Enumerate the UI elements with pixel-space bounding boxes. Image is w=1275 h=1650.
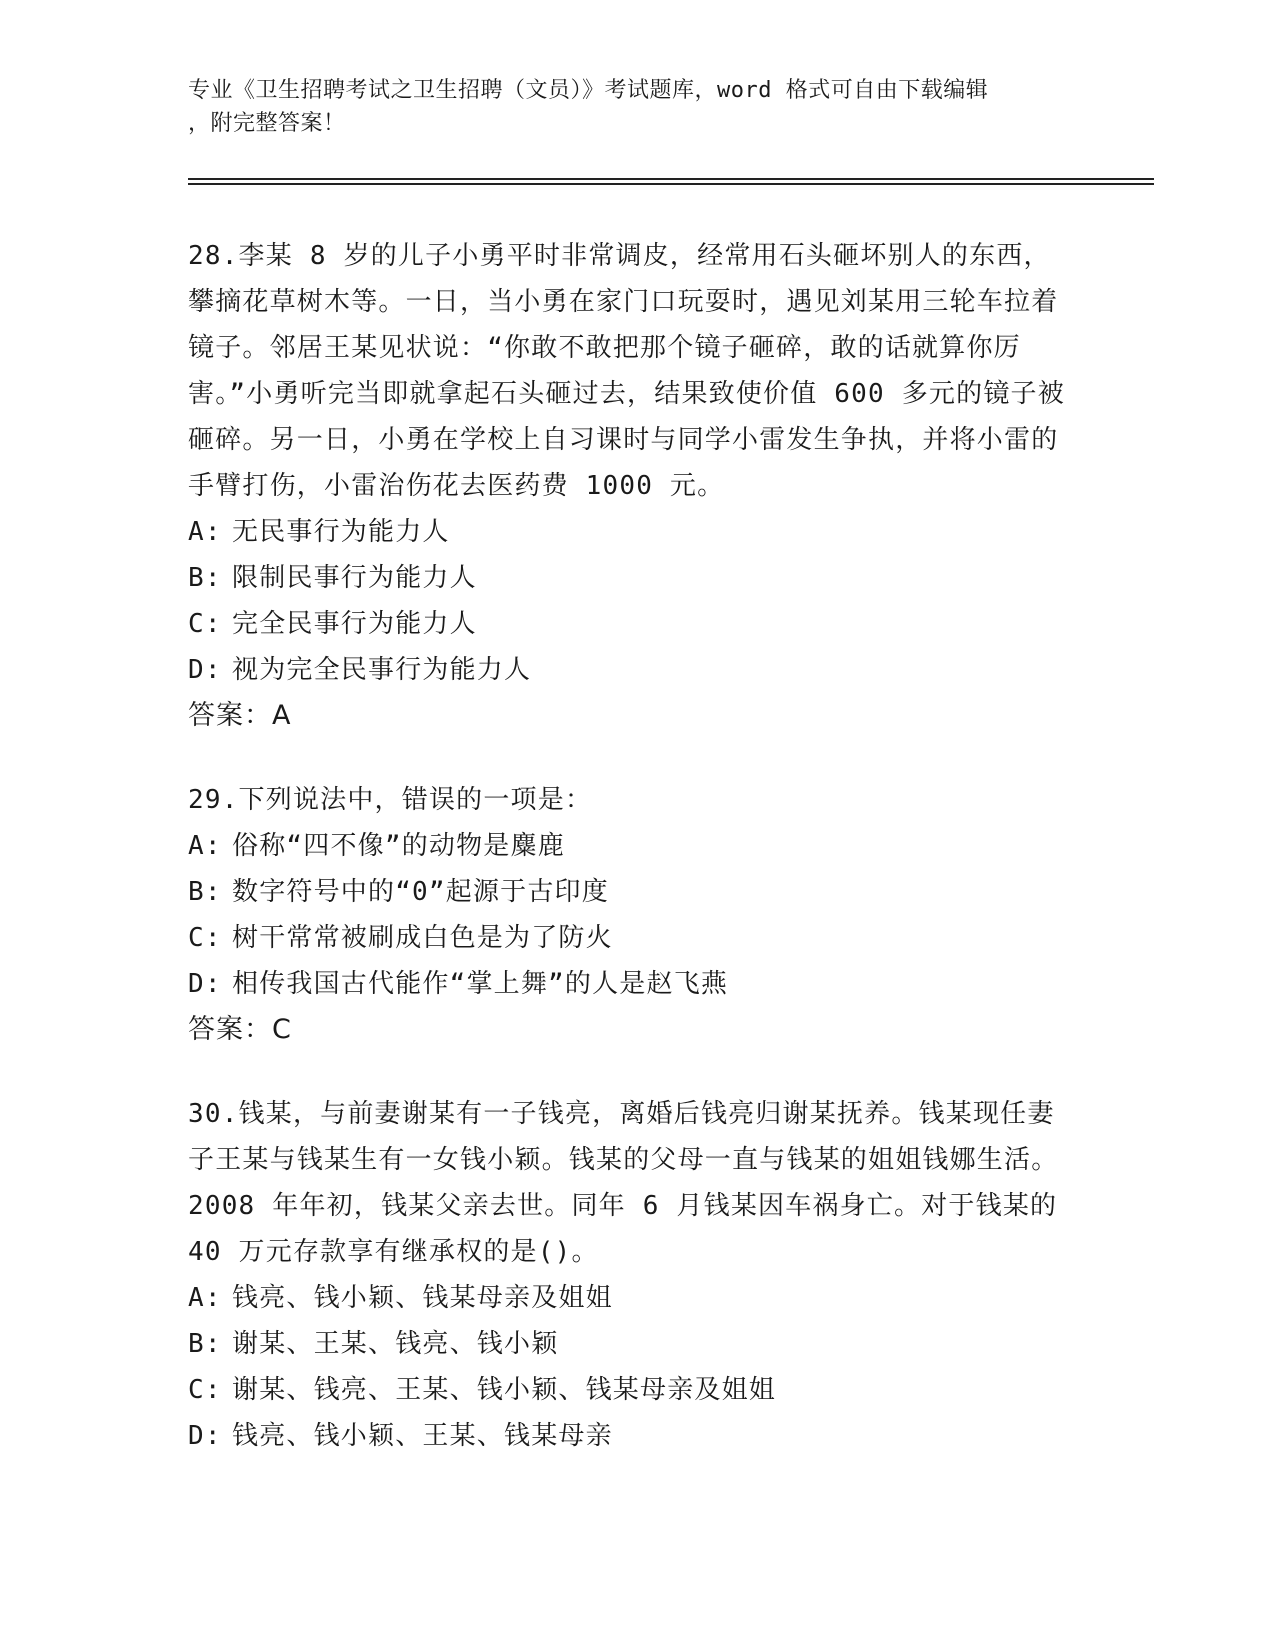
option-text: 视为完全民事行为能力人 <box>232 655 532 685</box>
header-rule-top <box>188 178 1154 180</box>
option-text: 俗称“四不像”的动物是麋鹿 <box>232 831 565 861</box>
option-a <box>188 1275 1068 1321</box>
question-list <box>188 233 1148 1459</box>
option-letter: C: <box>188 923 222 953</box>
option-letter: A: <box>188 517 222 547</box>
header-line-2: ，附完整答案！ <box>188 111 346 136</box>
option-text: 完全民事行为能力人 <box>232 609 477 639</box>
option-letter: A: <box>188 831 222 861</box>
question-29 <box>188 777 1148 1053</box>
option-text: 无民事行为能力人 <box>232 517 450 547</box>
option-letter: D: <box>188 1421 222 1451</box>
option-letter: A: <box>188 1283 222 1313</box>
option-letter: B: <box>188 877 222 907</box>
option-c <box>188 915 1068 961</box>
option-b <box>188 555 1068 601</box>
question-stem: 30.钱某，与前妻谢某有一子钱亮，离婚后钱亮归谢某抚养。钱某现任妻子王某与钱某生有一女钱小颖。钱某的父母一直与钱某的姐姐钱娜生活。2008 年年初，钱某父亲去世。同年 6 月钱某因车祸身亡。对于钱某的 40 万元存款享有继承权的是()。 <box>188 1099 1059 1267</box>
option-b <box>188 869 1068 915</box>
question-28 <box>188 233 1148 739</box>
option-c <box>188 601 1068 647</box>
question-stem: 29.下列说法中，错误的一项是： <box>188 785 593 815</box>
option-d <box>188 961 1068 1007</box>
option-text: 数字符号中的“0”起源于古印度 <box>232 877 609 907</box>
header-double-rule <box>188 178 1154 185</box>
header-line-1: 专业《卫生招聘考试之卫生招聘（文员）》考试题库，word 格式可自由下载编辑 <box>188 78 989 103</box>
option-letter: D: <box>188 655 222 685</box>
option-d <box>188 647 1068 693</box>
document-page <box>188 0 1148 1497</box>
option-text: 钱亮、钱小颖、王某、钱某母亲 <box>232 1421 613 1451</box>
option-letter: C: <box>188 1375 222 1405</box>
option-text: 限制民事行为能力人 <box>232 563 477 593</box>
option-letter: B: <box>188 1329 222 1359</box>
option-letter: C: <box>188 609 222 639</box>
question-stem: 28.李某 8 岁的儿子小勇平时非常调皮，经常用石头砸坏别人的东西，攀摘花草树木等。一日，当小勇在家门口玩耍时，遇见刘某用三轮车拉着镜子。邻居王某见状说：“你敢不敢把那个镜子砸碎，敢的话就算你厉害。”小勇听完当即就拿起石头砸过去，结果致使价值 600 多元的镜子被砸碎。另一日，小勇在学校上自习课时与同学小雷发生争执，并将小雷的手臂打伤，小雷治伤花去医药费 1000 元。 <box>188 241 1065 501</box>
option-text: 谢某、钱亮、王某、钱小颖、钱某母亲及姐姐 <box>232 1375 777 1405</box>
option-letter: B: <box>188 563 222 593</box>
answer-line: 答案：A <box>188 700 292 731</box>
option-d <box>188 1413 1068 1459</box>
answer-line: 答案：C <box>188 1014 292 1045</box>
option-text: 相传我国古代能作“掌上舞”的人是赵飞燕 <box>232 969 729 999</box>
option-text: 钱亮、钱小颖、钱某母亲及姐姐 <box>232 1283 613 1313</box>
option-a <box>188 509 1068 555</box>
option-text: 树干常常被刷成白色是为了防火 <box>232 923 613 953</box>
question-30 <box>188 1091 1148 1459</box>
option-c <box>188 1367 1068 1413</box>
option-text: 谢某、王某、钱亮、钱小颖 <box>232 1329 559 1359</box>
page-header <box>188 74 1068 140</box>
option-letter: D: <box>188 969 222 999</box>
header-rule-bottom <box>188 183 1154 185</box>
option-b <box>188 1321 1068 1367</box>
option-a <box>188 823 1068 869</box>
